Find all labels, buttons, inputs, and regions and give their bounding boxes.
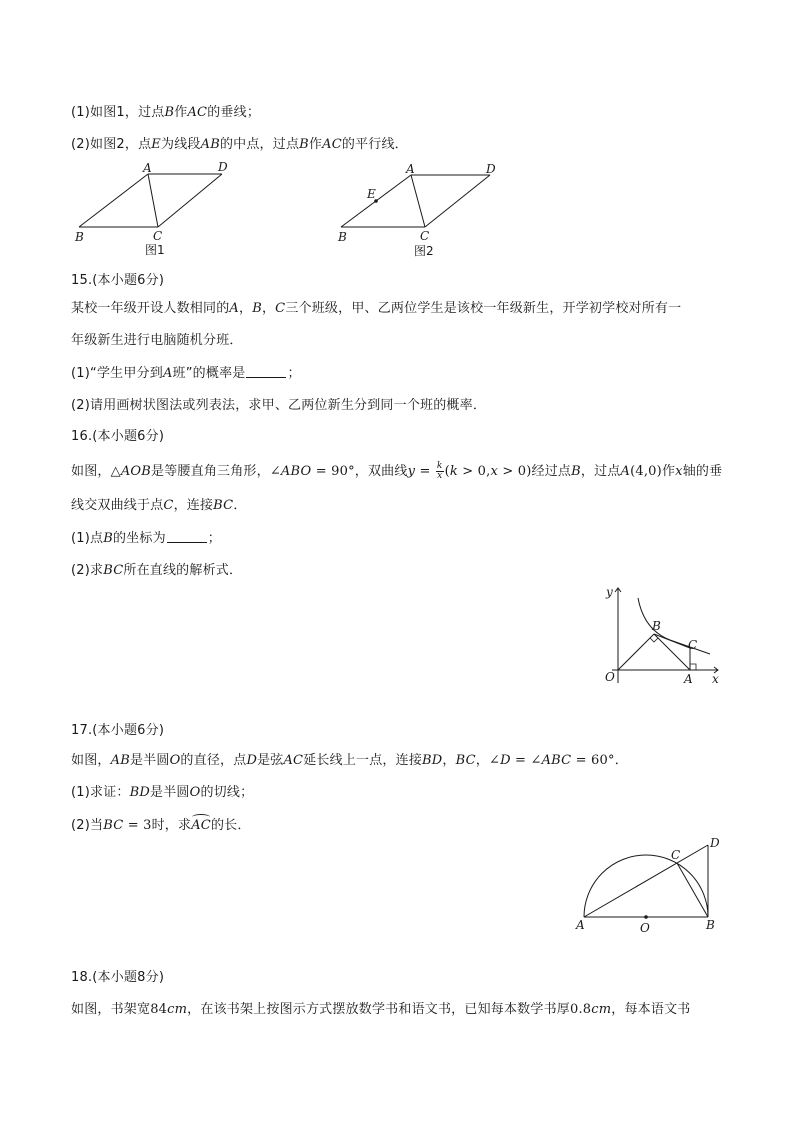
fig1-diagonal-AC xyxy=(148,174,158,227)
q16-part1: (1)点B的坐标为 ； xyxy=(71,531,221,546)
figure-semicircle xyxy=(570,830,730,940)
answer-blank xyxy=(246,365,286,378)
fig-label-C: C xyxy=(688,638,698,652)
fig-label-A: A xyxy=(576,918,585,932)
q14-part2: (2)如图2，点E为线段AB的中点，过点B作AC的平行线． xyxy=(71,137,408,152)
fig1-side-CD xyxy=(158,174,222,227)
q15-header: 15.(本小题6分) xyxy=(71,273,165,288)
fig2-label-A: A xyxy=(406,162,415,176)
fig1-caption: 图1 xyxy=(145,243,165,257)
q17-header: 17.(本小题6分) xyxy=(71,723,165,738)
q16-header: 16.(本小题6分) xyxy=(71,429,165,444)
fig-label-O: O xyxy=(605,670,615,684)
fig2-side-CD xyxy=(425,175,490,227)
q17-stem: 如图，AB是半圆O的直径，点D是弦AC延长线上一点，连接BD，BC，∠D = ∠ABC = 60°． xyxy=(71,753,628,768)
fig1-label-B: B xyxy=(75,230,84,244)
figure-2-parallelogram xyxy=(335,160,505,260)
fig2-label-E: E xyxy=(367,187,376,201)
fig1-label-D: D xyxy=(218,160,228,174)
q16-stem-line2: 线交双曲线于点C，连接BC． xyxy=(71,498,247,513)
fig1-label-A: A xyxy=(143,161,152,175)
fig2-caption: 图2 xyxy=(414,244,434,258)
right-angle-mark-A xyxy=(690,664,696,670)
fig2-diagonal-AC xyxy=(411,175,425,227)
right-angle-mark-B xyxy=(650,638,658,642)
fig-label-B: B xyxy=(652,619,661,633)
q15-part2: (2)请用画树状图法或列表法，求甲、乙两位新生分到同一个班的概率． xyxy=(71,398,487,413)
fig-label-x: x xyxy=(712,672,719,686)
segment-AD xyxy=(584,845,708,917)
segment-OB xyxy=(618,634,654,670)
fig-label-B: B xyxy=(706,918,715,932)
q14-part1: (1)如图1，过点B作AC的垂线； xyxy=(71,105,261,120)
q18-header: 18.(本小题8分) xyxy=(71,970,165,985)
q17-part1: (1)求证：BD是半圆O的切线； xyxy=(71,785,254,800)
figure-1-parallelogram xyxy=(70,160,240,260)
fig2-label-C: C xyxy=(420,229,430,243)
fig2-label-D: D xyxy=(486,162,496,176)
q15-stem-line2: 年级新生进行电脑随机分班． xyxy=(71,333,243,348)
fig-label-O: O xyxy=(640,921,650,935)
hyperbola-curve xyxy=(638,598,710,654)
arc-AC: AC xyxy=(191,816,211,836)
fig1-side-AB xyxy=(79,174,148,227)
q17-part2: (2)当BC = 3时，求AC的长． xyxy=(71,816,251,836)
fig1-label-C: C xyxy=(153,229,163,243)
fig-label-C: C xyxy=(671,848,681,862)
answer-blank xyxy=(167,530,207,543)
fig-label-A: A xyxy=(684,672,693,686)
q16-part2: (2)求BC所在直线的解析式． xyxy=(71,563,243,578)
q15-part1: (1)“学生甲分到A班”的概率是 ； xyxy=(71,366,301,381)
segment-BC xyxy=(677,863,708,917)
center-point-O xyxy=(644,915,648,919)
figure-hyperbola-triangle xyxy=(600,585,730,690)
q16-stem-line1: 如图，△AOB是等腰直角三角形，∠ABO = 90°，双曲线y = $\frac{k}{x}$ (k > 0,x > 0)经过点B，过点A(4,0)作x轴的垂 xyxy=(71,461,723,481)
fraction-k-over-x: $\frac{k}{x}$ xyxy=(436,461,443,481)
fig2-label-B: B xyxy=(338,230,347,244)
segment-BC xyxy=(654,634,690,648)
q15-stem-line1: 某校一年级开设人数相同的A，B，C三个班级，甲、乙两位学生是该校一年级新生，开学初学校对所有一 xyxy=(71,301,682,316)
fig-label-y: y xyxy=(606,585,613,599)
fig-label-D: D xyxy=(710,836,720,850)
semicircle-arc xyxy=(584,855,708,917)
segment-BA xyxy=(654,634,690,670)
q18-stem: 如图，书架宽84cm，在该书架上按图示方式摆放数学书和语文书，已知每本数学书厚0.8cm，每本语文书 xyxy=(71,1002,691,1017)
